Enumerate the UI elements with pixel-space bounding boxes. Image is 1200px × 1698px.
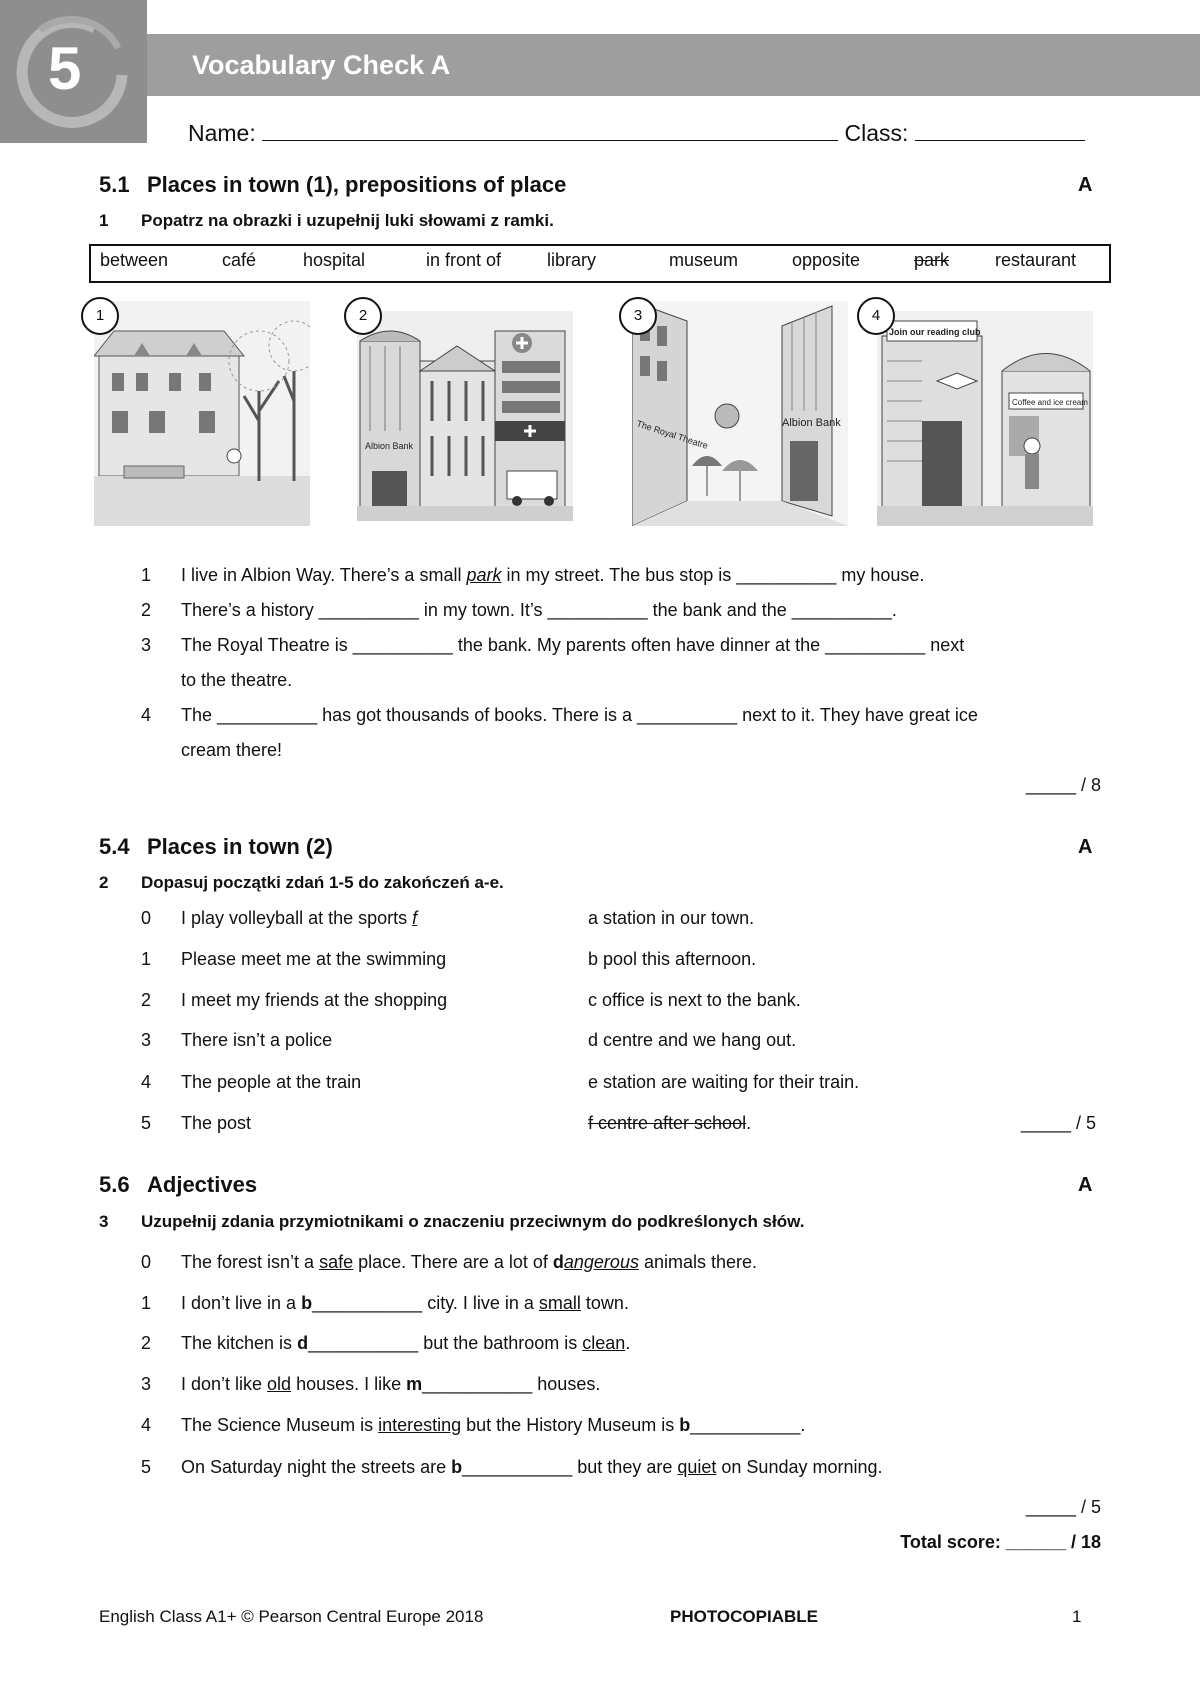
- section-score: _____ / 5: [1020, 1113, 1096, 1133]
- question-number: 2: [141, 600, 152, 620]
- question-number: 4: [141, 705, 152, 725]
- picture-3: [632, 301, 848, 526]
- picture-sign-text: Albion Bank: [782, 417, 841, 429]
- sentence-start: The people at the train: [181, 1072, 362, 1092]
- word-box-item: museum: [669, 250, 739, 270]
- row-number: 2: [141, 990, 152, 1010]
- picture-2: [357, 301, 573, 526]
- sentence-end: d centre and we hang out.: [588, 1030, 797, 1050]
- adjective-sentence: The forest isn’t a safe place. There are a lot of dangerous animals there.: [181, 1252, 758, 1272]
- total-score: Total score: ______ / 18: [900, 1532, 1101, 1552]
- word-box-item-crossed: park: [914, 250, 950, 270]
- instruction: 2 Dopasuj początki zdań 1-5 do zakończeń a-e.: [99, 873, 504, 892]
- footer-photocopiable: PHOTOCOPIABLE: [670, 1607, 818, 1626]
- picture-sign-text: The Royal Theatre: [635, 418, 710, 451]
- instruction: 1 Popatrz na obrazki i uzupełnij luki słowami z ramki.: [99, 211, 554, 230]
- question-text: There’s a history __________ in my town. It’s __________ the bank and the __________.: [181, 600, 897, 620]
- adjective-sentence: I don’t live in a b___________ city. I live in a small town.: [181, 1293, 629, 1313]
- library-cafe-illustration: [877, 301, 1093, 526]
- sentence-start: Please meet me at the swimming: [181, 949, 447, 969]
- question-text: The __________ has got thousands of books. There is a __________ next to it. They have great ice: [181, 705, 978, 725]
- section-level: A: [1078, 174, 1093, 196]
- line-number: 5: [141, 1457, 152, 1477]
- question-text: I live in Albion Way. There’s a small park in my street. The bus stop is __________ my house.: [181, 565, 925, 585]
- line-number: 4: [141, 1415, 152, 1435]
- section-score: _____ / 5: [1025, 1497, 1101, 1517]
- picture-sign-text: Coffee and ice cream: [1012, 398, 1088, 407]
- word-box-item: café: [222, 250, 257, 270]
- line-number: 3: [141, 1374, 152, 1394]
- sentence-end: b pool this afternoon.: [588, 949, 757, 969]
- picture-sign-text: Join our reading club: [889, 327, 981, 337]
- question-number: 1: [141, 565, 152, 585]
- class-label: Class:: [844, 120, 909, 146]
- sentence-end: c office is next to the bank.: [588, 990, 801, 1010]
- section-score: _____ / 8: [1025, 775, 1101, 795]
- picture-number: 2: [344, 297, 382, 335]
- line-number: 0: [141, 1252, 152, 1272]
- adjective-sentence: On Saturday night the streets are b___________ but they are quiet on Sunday morning.: [181, 1457, 883, 1477]
- street-theatre-bank-illustration: [632, 301, 848, 526]
- sentence-start: There isn’t a police: [181, 1030, 333, 1050]
- word-box-item: opposite: [792, 250, 861, 270]
- word-box-item: library: [547, 250, 597, 270]
- sentence-end: a station in our town.: [588, 908, 755, 928]
- sentence-start: I meet my friends at the shopping: [181, 990, 448, 1010]
- adjective-sentence: The Science Museum is interesting but the History Museum is b___________.: [181, 1415, 806, 1435]
- sentence-start: I play volleyball at the sports f: [181, 908, 418, 928]
- unit-number: 5: [48, 35, 82, 102]
- instruction: 3 Uzupełnij zdania przymiotnikami o znaczeniu przeciwnym do podkreślonych słów.: [99, 1212, 805, 1231]
- row-number: 0: [141, 908, 152, 928]
- question-text: The Royal Theatre is __________ the bank. My parents often have dinner at the __________ next: [181, 635, 965, 655]
- example-answer: park: [466, 565, 502, 585]
- section-level: A: [1078, 1174, 1093, 1196]
- name-label: Name:: [188, 120, 256, 146]
- question-text-continued: to the theatre.: [181, 670, 293, 690]
- section-title: 5.4 Places in town (2): [99, 834, 333, 859]
- adjective-sentence: The kitchen is d___________ but the bathroom is clean.: [181, 1333, 631, 1353]
- line-number: 1: [141, 1293, 152, 1313]
- page-title: Vocabulary Check A: [192, 50, 451, 80]
- question-number: 3: [141, 635, 152, 655]
- example-answer: angerous: [563, 1252, 639, 1272]
- section-title: 5.1 Places in town (1), prepositions of place: [99, 172, 567, 197]
- row-number: 1: [141, 949, 152, 969]
- houses-illustration: [94, 301, 310, 526]
- word-box-item: between: [100, 250, 169, 270]
- name-class-line: [188, 120, 1085, 147]
- section-title: 5.6 Adjectives: [99, 1172, 258, 1197]
- sentence-end: f centre after school.: [588, 1113, 752, 1133]
- row-number: 5: [141, 1113, 152, 1133]
- name-field[interactable]: [262, 120, 838, 141]
- page-number: 1: [1072, 1607, 1082, 1626]
- picture-number: 3: [619, 297, 657, 335]
- picture-sign-text: Albion Bank: [365, 441, 414, 451]
- class-field[interactable]: [915, 120, 1085, 141]
- sentence-end: e station are waiting for their train.: [588, 1072, 860, 1092]
- sentence-start: The post: [181, 1113, 252, 1133]
- word-box-item: restaurant: [995, 250, 1077, 270]
- row-number: 3: [141, 1030, 152, 1050]
- footer-copyright: English Class A1+ © Pearson Central Europe 2018: [99, 1607, 484, 1626]
- section-level: A: [1078, 836, 1093, 858]
- picture-number: 1: [81, 297, 119, 335]
- picture-4: [877, 301, 1093, 526]
- picture-number: 4: [857, 297, 895, 335]
- bank-museum-hospital-illustration: [357, 301, 573, 526]
- line-number: 2: [141, 1333, 152, 1353]
- unit-badge: [0, 0, 147, 143]
- word-box-item: hospital: [303, 250, 366, 270]
- adjective-sentence: I don’t like old houses. I like m___________ houses.: [181, 1374, 601, 1394]
- word-box-item: in front of: [426, 250, 502, 270]
- question-text-continued: cream there!: [181, 740, 283, 760]
- row-number: 4: [141, 1072, 152, 1092]
- picture-1: [94, 301, 310, 526]
- example-answer: f: [412, 908, 418, 928]
